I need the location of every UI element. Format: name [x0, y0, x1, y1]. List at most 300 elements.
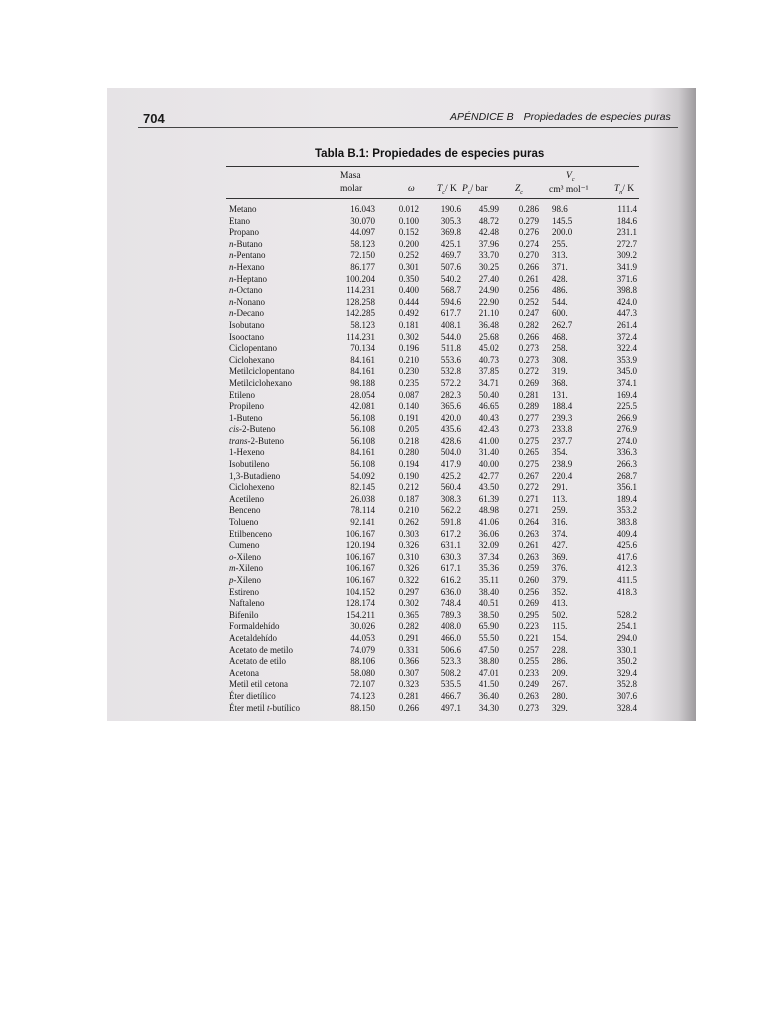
col-head-vc-2: cm³ mol⁻¹	[549, 185, 589, 195]
cell-w: 0.326	[398, 540, 419, 551]
appendix-label: APÉNDICE B	[450, 111, 514, 123]
cell-vc: 280.	[552, 690, 568, 701]
cell-tn: 169.4	[616, 389, 637, 400]
cell-tc: 616.2	[440, 575, 461, 585]
cell-name: Metilciclopentano	[229, 366, 295, 377]
cell-pc: 37.85	[478, 366, 499, 377]
table-row	[229, 645, 644, 657]
cell-mm: 142.285	[345, 308, 375, 319]
cell-vc: 259.	[552, 505, 568, 516]
col-head-molar-mass-1: Masa	[340, 171, 361, 181]
cell-mm: 54.092	[350, 470, 375, 481]
cell-zc: 0.264	[518, 517, 539, 528]
cell-w: 0.266	[398, 702, 419, 713]
cell-pc: 34.71	[478, 377, 499, 388]
cell-w: 0.187	[398, 493, 419, 504]
table-row	[229, 703, 644, 715]
cell-mm: 58.123	[350, 319, 375, 330]
cell-pc: 45.99	[478, 204, 499, 214]
cell-tn: 356.1	[616, 482, 637, 493]
cell-zc: 0.275	[518, 435, 539, 446]
cell-mm: 92.141	[350, 517, 375, 528]
cell-w: 0.252	[398, 250, 419, 261]
cell-tn: 350.2	[616, 656, 637, 667]
cell-tn: 528.2	[616, 609, 637, 620]
table-row	[229, 587, 644, 599]
cell-name: Naftaleno	[229, 598, 265, 609]
cell-tn: 189.4	[616, 493, 637, 504]
cell-tn: 184.6	[616, 215, 637, 226]
cell-vc: 267.	[552, 679, 568, 690]
cell-tc: 365.6	[440, 401, 461, 412]
cell-vc: 286.	[552, 656, 568, 667]
cell-vc: 255.	[552, 238, 568, 249]
cell-w: 0.230	[398, 366, 419, 377]
cell-pc: 45.02	[478, 343, 499, 354]
cell-name: Propano	[229, 227, 259, 238]
cell-pc: 42.77	[478, 470, 499, 481]
cell-tn: 322.4	[616, 343, 637, 354]
table-header-rule	[226, 198, 639, 199]
cell-vc: 600.	[552, 308, 568, 319]
cell-tc: 508.2	[440, 667, 461, 678]
cell-tn: 372.4	[616, 331, 637, 342]
cell-w: 0.218	[398, 435, 419, 446]
table-row	[229, 378, 644, 390]
cell-vc: 319.	[552, 366, 568, 377]
cell-w: 0.210	[398, 354, 419, 365]
cell-name: Metil etil cetona	[229, 679, 288, 690]
cell-zc: 0.263	[518, 551, 539, 562]
table-row	[229, 552, 644, 564]
table-row	[229, 517, 644, 529]
cell-tc: 435.6	[440, 424, 461, 435]
cell-zc: 0.249	[518, 679, 539, 690]
cell-tc: 369.8	[440, 227, 461, 238]
cell-name: n-Octano	[229, 285, 263, 296]
cell-name: Acetileno	[229, 493, 264, 504]
cell-pc: 37.96	[478, 238, 499, 249]
cell-vc: 113.	[552, 493, 568, 504]
cell-name: Cumeno	[229, 540, 260, 551]
table-row	[229, 227, 644, 239]
cell-w: 0.400	[398, 285, 419, 296]
header-rule	[138, 127, 678, 128]
cell-zc: 0.295	[518, 609, 539, 620]
cell-mm: 86.177	[350, 261, 375, 272]
cell-pc: 21.10	[478, 308, 499, 319]
table-row	[229, 216, 644, 228]
cell-mm: 154.211	[346, 609, 375, 620]
cell-vc: 368.	[552, 377, 568, 388]
section-title: Propiedades de especies puras	[523, 111, 671, 123]
cell-tn: 352.8	[616, 679, 637, 690]
cell-pc: 36.06	[478, 528, 499, 539]
table-row	[229, 343, 644, 355]
cell-mm: 128.258	[345, 296, 375, 307]
cell-tn: 425.6	[616, 540, 637, 551]
cell-vc: 98.6	[552, 204, 568, 214]
cell-tn: 272.7	[616, 238, 637, 249]
cell-mm: 100.204	[345, 273, 375, 284]
cell-w: 0.323	[398, 679, 419, 690]
table-row	[229, 297, 644, 309]
cell-mm: 56.108	[350, 435, 375, 446]
cell-w: 0.282	[398, 621, 419, 632]
cell-w: 0.444	[398, 296, 419, 307]
table-row	[229, 575, 644, 587]
cell-tn: 383.8	[616, 517, 637, 528]
cell-tc: 532.8	[440, 366, 461, 377]
cell-tc: 305.3	[440, 215, 461, 226]
cell-name: n-Pentano	[229, 250, 266, 261]
cell-vc: 354.	[552, 447, 568, 458]
cell-w: 0.262	[398, 517, 419, 528]
table-body	[229, 204, 644, 714]
cell-zc: 0.275	[518, 459, 539, 470]
cell-pc: 41.50	[478, 679, 499, 690]
table-row	[229, 262, 644, 274]
cell-zc: 0.267	[518, 470, 539, 481]
cell-name: Acetato de metilo	[229, 644, 293, 655]
table-row	[229, 436, 644, 448]
cell-vc: 237.7	[552, 435, 573, 446]
cell-name: p-Xileno	[229, 575, 261, 585]
cell-tc: 636.0	[440, 586, 461, 597]
cell-zc: 0.272	[518, 366, 539, 377]
cell-vc: 308.	[552, 354, 568, 365]
cell-mm: 106.167	[345, 551, 375, 562]
cell-mm: 114.231	[346, 285, 375, 296]
cell-tn: 254.1	[616, 621, 637, 632]
cell-pc: 37.34	[478, 551, 499, 562]
cell-zc: 0.223	[518, 621, 539, 632]
cell-name: n-Decano	[229, 308, 264, 319]
cell-tn: 307.6	[616, 690, 637, 701]
cell-vc: 468.	[552, 331, 568, 342]
col-head-tc: $T_c/$ K	[437, 184, 457, 196]
cell-mm: 58.080	[350, 667, 375, 678]
cell-tc: 572.2	[440, 377, 461, 388]
cell-w: 0.087	[398, 389, 419, 400]
cell-mm: 16.043	[350, 204, 375, 214]
cell-tc: 428.6	[440, 435, 461, 446]
cell-tc: 631.1	[440, 540, 461, 551]
cell-vc: 131.	[552, 389, 568, 400]
cell-mm: 98.188	[350, 377, 375, 388]
cell-mm: 28.054	[350, 389, 375, 400]
cell-tn: 353.9	[616, 354, 637, 365]
cell-mm: 58.123	[350, 238, 375, 249]
table-title: Tabla B.1: Propiedades de especies puras	[315, 148, 545, 160]
cell-tc: 568.7	[440, 285, 461, 296]
col-head-omega: ω	[408, 184, 415, 194]
cell-vc: 371.	[552, 261, 568, 272]
cell-zc: 0.260	[518, 575, 539, 585]
cell-zc: 0.266	[518, 261, 539, 272]
cell-tc: 469.7	[440, 250, 461, 261]
cell-vc: 376.	[552, 563, 568, 574]
cell-vc: 209.	[552, 667, 568, 678]
cell-name: Éter metil t-butílico	[229, 702, 301, 713]
cell-pc: 40.51	[478, 598, 499, 609]
cell-tc: 535.5	[440, 679, 461, 690]
cell-mm: 72.150	[350, 250, 375, 261]
cell-pc: 27.40	[478, 273, 499, 284]
cell-vc: 238.9	[552, 459, 573, 470]
cell-zc: 0.271	[518, 493, 539, 504]
cell-w: 0.212	[398, 482, 419, 493]
cell-name: Metano	[229, 204, 257, 214]
cell-name: Estireno	[229, 586, 259, 597]
cell-tc: 425.1	[440, 238, 461, 249]
cell-mm: 30.070	[350, 215, 375, 226]
col-head-vc-1: $V_c$	[566, 171, 575, 183]
cell-tn: 398.8	[616, 285, 637, 296]
table-top-rule	[226, 166, 639, 167]
cell-vc: 200.0	[552, 227, 573, 238]
cell-zc: 0.273	[518, 702, 539, 713]
cell-tn: 328.4	[616, 702, 637, 713]
cell-name: Etileno	[229, 389, 255, 400]
cell-tn: 266.9	[616, 412, 637, 423]
cell-name: Propileno	[229, 401, 264, 412]
cell-zc: 0.271	[518, 505, 539, 516]
cell-name: trans-2-Buteno	[229, 435, 285, 446]
cell-tn: 261.4	[616, 319, 637, 330]
table-row	[229, 401, 644, 413]
table-row	[229, 679, 644, 691]
cell-zc: 0.256	[518, 285, 539, 296]
cell-zc: 0.274	[518, 238, 539, 249]
cell-w: 0.307	[398, 667, 419, 678]
cell-tc: 425.2	[440, 470, 461, 481]
cell-name: n-Hexano	[229, 261, 265, 272]
cell-vc: 145.5	[552, 215, 573, 226]
cell-name: Éter dietílico	[229, 690, 276, 701]
cell-zc: 0.233	[518, 667, 539, 678]
cell-pc: 48.98	[478, 505, 499, 516]
cell-w: 0.366	[398, 656, 419, 667]
cell-pc: 48.72	[478, 215, 499, 226]
table-row	[229, 494, 644, 506]
table-row	[229, 459, 644, 471]
cell-mm: 84.161	[350, 447, 375, 458]
cell-tn: 111.4	[617, 204, 637, 214]
table-row	[229, 355, 644, 367]
cell-name: m-Xileno	[229, 563, 263, 574]
cell-zc: 0.252	[518, 296, 539, 307]
cell-name: 1-Buteno	[229, 412, 263, 423]
cell-tn: 371.6	[616, 273, 637, 284]
running-head	[450, 111, 671, 123]
cell-w: 0.280	[398, 447, 419, 458]
cell-w: 0.297	[398, 586, 419, 597]
cell-tn: 447.3	[616, 308, 637, 319]
cell-pc: 65.90	[478, 621, 499, 632]
col-head-molar-mass-2: molar	[340, 184, 363, 194]
cell-zc: 0.255	[518, 656, 539, 667]
cell-vc: 329.	[552, 702, 568, 713]
table-row	[229, 598, 644, 610]
cell-w: 0.365	[398, 609, 419, 620]
cell-w: 0.210	[398, 505, 419, 516]
cell-tc: 591.8	[440, 517, 461, 528]
table-row	[229, 540, 644, 552]
cell-tn: 411.5	[617, 575, 637, 585]
cell-tc: 617.2	[440, 528, 461, 539]
cell-zc: 0.273	[518, 343, 539, 354]
cell-tc: 282.3	[440, 389, 461, 400]
cell-name: Acetato de etilo	[229, 656, 286, 667]
cell-vc: 313.	[552, 250, 568, 261]
cell-w: 0.181	[398, 319, 419, 330]
cell-pc: 24.90	[478, 285, 499, 296]
cell-tn: 341.9	[616, 261, 637, 272]
cell-name: Acetaldehído	[229, 632, 277, 643]
table-row	[229, 332, 644, 344]
col-head-zc: $Z_c$	[515, 184, 523, 196]
cell-vc: 486.	[552, 285, 568, 296]
cell-vc: 239.3	[552, 412, 573, 423]
cell-tc: 408.0	[440, 621, 461, 632]
cell-w: 0.302	[398, 331, 419, 342]
cell-pc: 42.48	[478, 227, 499, 238]
cell-tn: 418.3	[616, 586, 637, 597]
cell-zc: 0.269	[518, 377, 539, 388]
cell-pc: 42.43	[478, 424, 499, 435]
cell-zc: 0.286	[518, 204, 539, 214]
cell-tc: 789.3	[440, 609, 461, 620]
cell-zc: 0.270	[518, 250, 539, 261]
cell-vc: 316.	[552, 517, 568, 528]
cell-name: Tolueno	[229, 517, 259, 528]
cell-w: 0.012	[398, 204, 419, 214]
cell-pc: 55.50	[478, 632, 499, 643]
table-row	[229, 447, 644, 459]
cell-zc: 0.289	[518, 401, 539, 412]
cell-mm: 84.161	[350, 366, 375, 377]
table-row	[229, 610, 644, 622]
cell-vc: 188.4	[552, 401, 573, 412]
cell-name: Ciclopentano	[229, 343, 277, 354]
cell-pc: 41.00	[478, 435, 499, 446]
cell-name: Isobutileno	[229, 459, 270, 470]
cell-tc: 630.3	[440, 551, 461, 562]
cell-pc: 36.48	[478, 319, 499, 330]
cell-tn: 374.1	[616, 377, 637, 388]
col-head-pc: $P_c/$ bar	[462, 184, 488, 196]
cell-vc: 258.	[552, 343, 568, 354]
cell-pc: 36.40	[478, 690, 499, 701]
cell-tc: 308.3	[440, 493, 461, 504]
cell-vc: 502.	[552, 609, 568, 620]
cell-name: Ciclohexeno	[229, 482, 275, 493]
cell-zc: 0.277	[518, 412, 539, 423]
cell-w: 0.196	[398, 343, 419, 354]
cell-tc: 466.0	[440, 632, 461, 643]
cell-mm: 106.167	[345, 563, 375, 574]
cell-vc: 262.7	[552, 319, 573, 330]
cell-mm: 82.145	[350, 482, 375, 493]
table-row	[229, 471, 644, 483]
cell-mm: 88.106	[350, 656, 375, 667]
cell-w: 0.140	[398, 401, 419, 412]
cell-mm: 44.097	[350, 227, 375, 238]
cell-vc: 413.	[552, 598, 568, 609]
cell-tc: 523.3	[440, 656, 461, 667]
cell-pc: 40.00	[478, 459, 499, 470]
cell-name: n-Butano	[229, 238, 263, 249]
cell-pc: 35.11	[479, 575, 499, 585]
cell-mm: 128.174	[345, 598, 375, 609]
cell-tn: 353.2	[616, 505, 637, 516]
cell-vc: 374.	[552, 528, 568, 539]
cell-zc: 0.282	[518, 319, 539, 330]
cell-vc: 352.	[552, 586, 568, 597]
cell-mm: 30.026	[350, 621, 375, 632]
cell-vc: 228.	[552, 644, 568, 655]
cell-tc: 507.6	[440, 261, 461, 272]
table-row	[229, 320, 644, 332]
cell-w: 0.492	[398, 308, 419, 319]
cell-pc: 40.73	[478, 354, 499, 365]
cell-name: 1-Hexeno	[229, 447, 265, 458]
table-row	[229, 204, 644, 216]
cell-name: cis-2-Buteno	[229, 424, 276, 435]
cell-name: Metilciclohexano	[229, 377, 292, 388]
cell-w: 0.310	[398, 551, 419, 562]
cell-zc: 0.263	[518, 528, 539, 539]
cell-name: Ciclohexano	[229, 354, 275, 365]
cell-pc: 61.39	[478, 493, 499, 504]
cell-pc: 47.50	[478, 644, 499, 655]
cell-zc: 0.256	[518, 586, 539, 597]
cell-mm: 70.134	[350, 343, 375, 354]
cell-pc: 34.30	[478, 702, 499, 713]
cell-pc: 30.25	[478, 261, 499, 272]
cell-pc: 46.65	[478, 401, 499, 412]
cell-mm: 104.152	[345, 586, 375, 597]
cell-vc: 544.	[552, 296, 568, 307]
cell-vc: 379.	[552, 575, 568, 585]
cell-zc: 0.266	[518, 331, 539, 342]
cell-w: 0.190	[398, 470, 419, 481]
cell-tc: 504.0	[440, 447, 461, 458]
cell-tn: 329.4	[616, 667, 637, 678]
table-row	[229, 390, 644, 402]
cell-mm: 26.038	[350, 493, 375, 504]
cell-zc: 0.273	[518, 354, 539, 365]
cell-w: 0.291	[398, 632, 419, 643]
table-row	[229, 308, 644, 320]
cell-tn: 231.1	[616, 227, 637, 238]
cell-name: n-Nonano	[229, 296, 265, 307]
cell-tn: 276.9	[616, 424, 637, 435]
cell-mm: 44.053	[350, 632, 375, 643]
cell-pc: 50.40	[478, 389, 499, 400]
cell-name: Formaldehído	[229, 621, 280, 632]
cell-tn: 345.0	[616, 366, 637, 377]
cell-name: Etilbenceno	[229, 528, 272, 539]
cell-name: Benceno	[229, 505, 261, 516]
cell-zc: 0.221	[518, 632, 539, 643]
cell-w: 0.194	[398, 459, 419, 470]
table-row	[229, 285, 644, 297]
cell-w: 0.301	[398, 261, 419, 272]
cell-vc: 220.4	[552, 470, 573, 481]
cell-tn: 336.3	[616, 447, 637, 458]
